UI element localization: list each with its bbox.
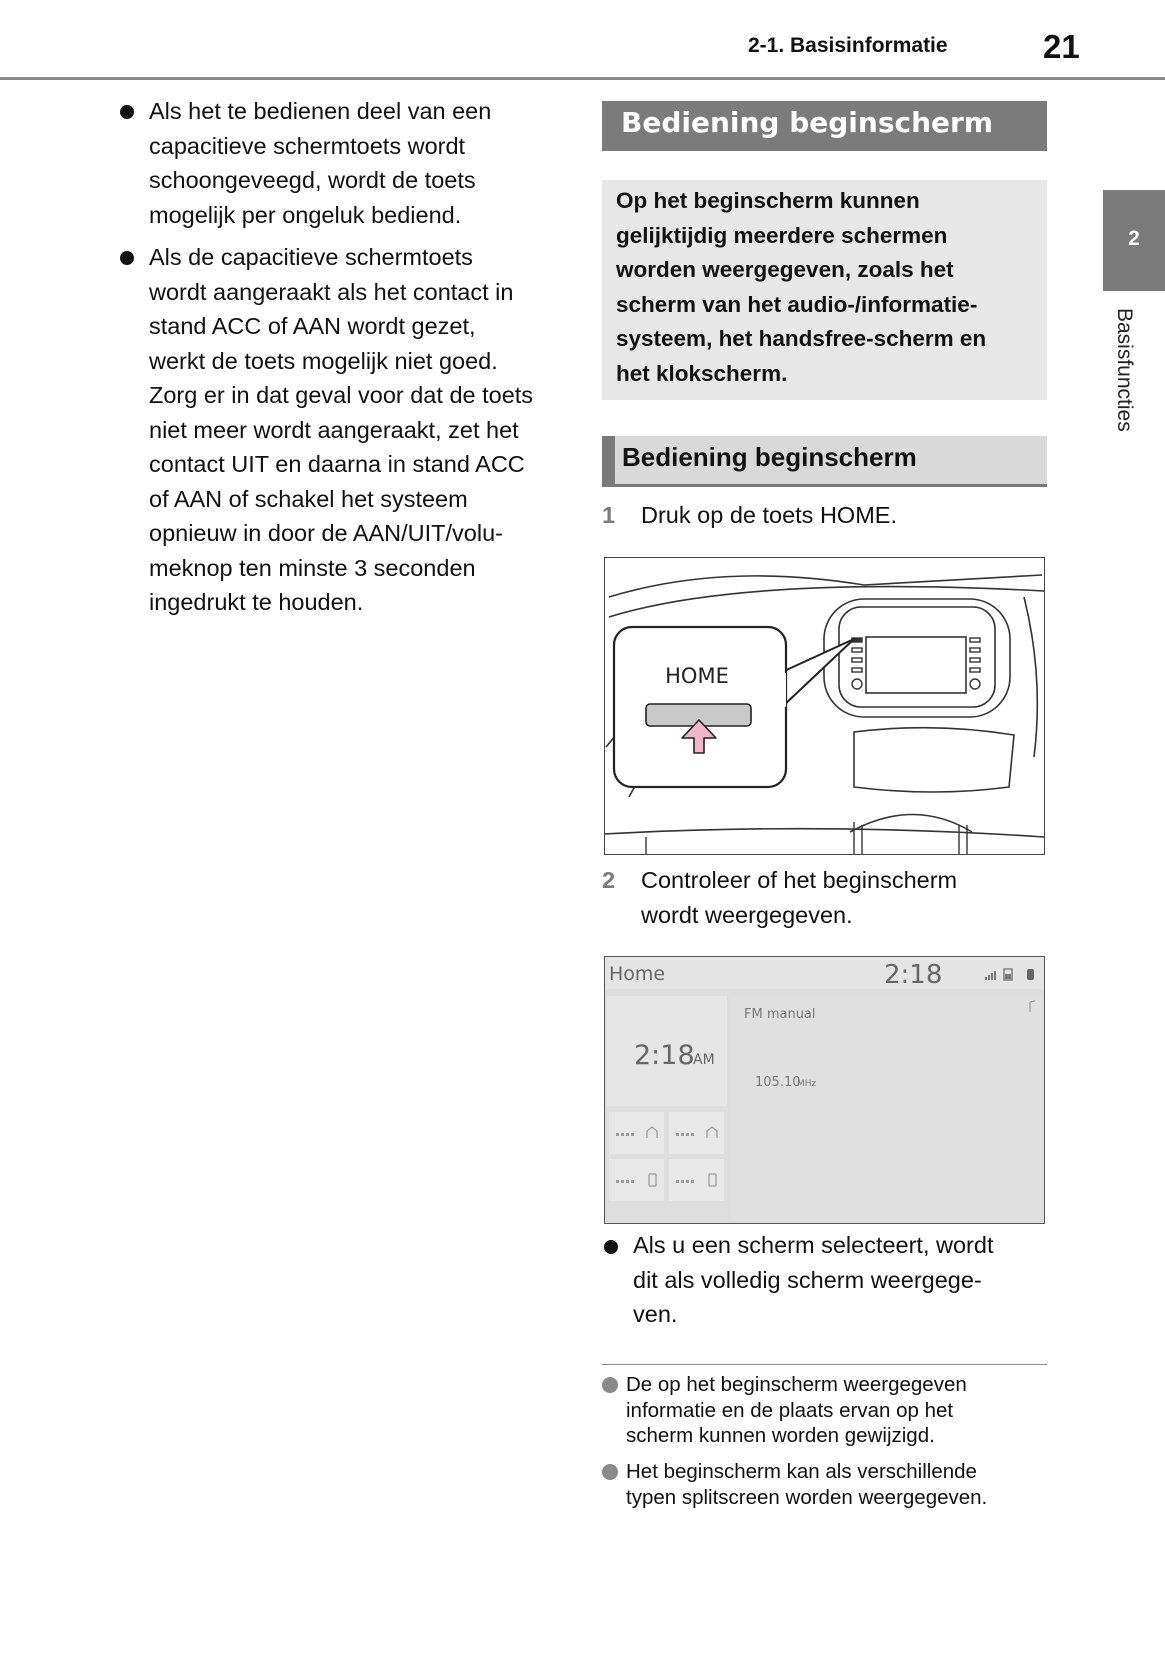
radio-frequency-unit: MHz: [797, 1079, 817, 1089]
subsection-accent: [602, 436, 615, 484]
page-number: 21: [1043, 28, 1080, 65]
bullet-line: schoongeveegd, wordt de toets: [149, 167, 476, 193]
bullet-line: niet meer wordt aangeraakt, zet het: [149, 416, 519, 443]
step-number: 2: [602, 867, 616, 893]
step-line: Druk op de toets HOME.: [641, 502, 897, 528]
header-clock: 2:18: [884, 960, 943, 990]
bullet-line: of AAN of schakel het systeem: [149, 485, 468, 512]
note-line: De op het beginscherm weergegeven: [626, 1373, 967, 1396]
section-title: Bediening beginscherm: [621, 106, 993, 139]
chapter-tab-number: 2: [1128, 227, 1140, 250]
step-number: 1: [602, 502, 616, 528]
chapter-tab: [1103, 190, 1165, 291]
bullet-line: opnieuw in door de AAN/UIT/volu-: [149, 520, 503, 546]
note-item: [602, 1459, 1047, 1514]
step-1: [602, 498, 1047, 534]
bullet-dot-icon: [120, 251, 134, 265]
home-screen-screenshot: [604, 956, 1045, 1224]
subsection-title: Bediening beginscherm: [622, 442, 917, 472]
step-2: [602, 863, 1047, 933]
intro-line: scherm van het audio-/informatie-: [616, 291, 978, 317]
subsection-title-bar: [602, 436, 1047, 487]
bullet-dot-icon: [604, 1240, 618, 1254]
chapter-tab-label: Basisfuncties: [1113, 308, 1136, 432]
intro-line: systeem, het handsfree-scherm en: [616, 326, 987, 351]
note-line: scherm kunnen worden gewijzigd.: [626, 1424, 935, 1447]
home-button-label: HOME: [665, 664, 729, 688]
bullet-item: [118, 94, 558, 232]
notes-divider: [602, 1364, 1047, 1365]
bullet-line: Als u een scherm selecteert, wordt: [633, 1232, 994, 1258]
header-section-title: 2-1. Basisinformatie: [748, 34, 948, 57]
intro-box: [602, 180, 1047, 400]
radio-mode: FM manual: [744, 1007, 816, 1022]
bullet-line: Als de capacitieve schermtoets: [149, 244, 473, 270]
bullet-line: Zorg er in dat geval voor dat de toets: [149, 382, 534, 408]
intro-line: worden weergegeven, zoals het: [616, 257, 954, 282]
bullet-line: dit als volledig scherm weergege-: [633, 1266, 982, 1293]
bullet-line: meknop ten minste 3 seconden: [149, 554, 476, 581]
dashboard-illustration: [604, 557, 1045, 855]
right-bullet-item: [602, 1228, 1047, 1338]
bullet-item: [118, 240, 558, 620]
bullet-dot-icon: [120, 105, 134, 119]
radio-frequency: 105.10: [755, 1075, 801, 1090]
screen-title: Home: [609, 963, 666, 985]
radio-panel[interactable]: [731, 996, 1042, 1220]
bullet-line: capacitieve schermtoets wordt: [149, 132, 466, 159]
intro-line: gelijktijdig meerdere schermen: [616, 222, 948, 248]
note-line: typen splitscreen worden weergegeven.: [626, 1485, 988, 1509]
bullet-line: stand ACC of AAN wordt gezet,: [149, 313, 476, 339]
section-title-bar: [602, 101, 1047, 151]
clock-am: AM: [693, 1052, 715, 1068]
bullet-line: ingedrukt te houden.: [149, 589, 364, 615]
bullet-line: wordt aangeraakt als het contact in: [149, 278, 514, 305]
bullet-line: ven.: [633, 1301, 678, 1327]
intro-line: Op het beginscherm kunnen: [616, 188, 920, 213]
left-bullet-list: [118, 94, 558, 628]
intro-line: het klokscherm.: [616, 360, 788, 386]
bluetooth-icon: [1027, 969, 1034, 980]
clock-time: 2:18: [634, 1040, 695, 1071]
bullet-line: werkt de toets mogelijk niet goed.: [149, 347, 498, 374]
header-divider: [0, 77, 1165, 80]
note-dot-icon: [602, 1377, 618, 1393]
bullet-line: mogelijk per ongeluk bediend.: [149, 201, 462, 228]
note-item: [602, 1372, 1047, 1452]
step-line: wordt weergegeven.: [641, 901, 853, 928]
note-line: informatie en de plaats ervan op het: [626, 1398, 954, 1422]
bullet-line: Als het te bedienen deel van een: [149, 98, 492, 124]
note-line: Het beginscherm kan als verschillende: [626, 1460, 977, 1483]
bullet-line: contact UIT en daarna in stand ACC: [149, 451, 525, 477]
note-dot-icon: [602, 1464, 618, 1480]
step-line: Controleer of het beginscherm: [641, 867, 958, 893]
